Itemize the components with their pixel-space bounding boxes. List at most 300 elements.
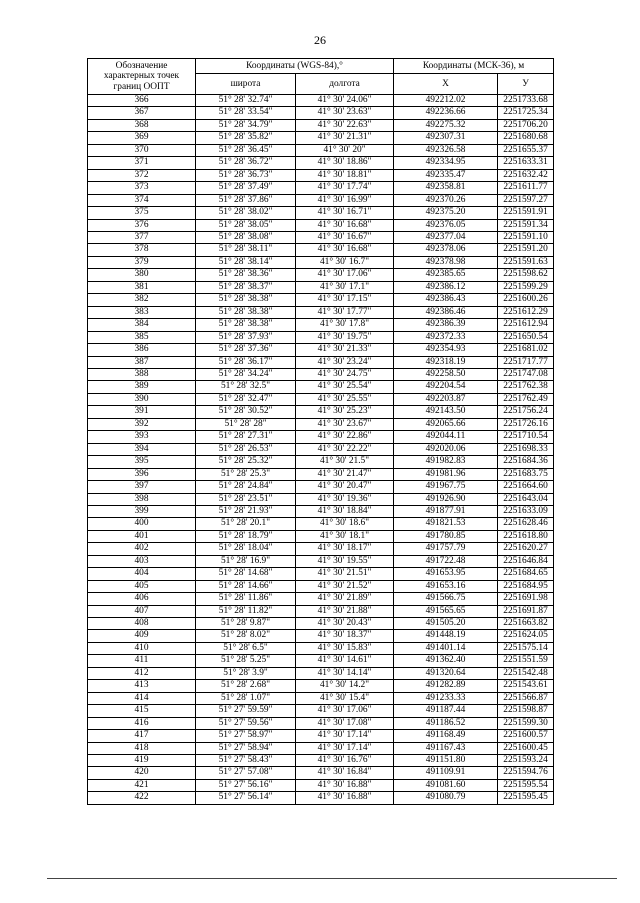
longitude-cell: 41° 30' 18.84"	[296, 505, 394, 517]
point-id-cell: 370	[88, 144, 196, 156]
longitude-cell: 41° 30' 18.81"	[296, 169, 394, 181]
table-row	[88, 144, 554, 156]
latitude-cell: 51° 28' 11.86"	[196, 593, 296, 605]
longitude-cell: 41° 30' 14.14"	[296, 667, 394, 679]
point-id-cell: 392	[88, 418, 196, 430]
table-row	[88, 194, 554, 206]
table-row	[88, 655, 554, 667]
longitude-cell: 41° 30' 18.17"	[296, 543, 394, 555]
table-row	[88, 456, 554, 468]
x-coordinate-cell: 492386.46	[394, 306, 498, 318]
latitude-cell: 51° 28' 32.47"	[196, 393, 296, 405]
longitude-cell: 41° 30' 16.68"	[296, 244, 394, 256]
x-coordinate-cell: 491109.91	[394, 767, 498, 779]
y-coordinate-cell: 2251632.42	[498, 169, 554, 181]
x-coordinate-cell: 492386.43	[394, 294, 498, 306]
point-id-cell: 367	[88, 107, 196, 119]
point-id-cell: 383	[88, 306, 196, 318]
point-id-cell: 410	[88, 642, 196, 654]
point-id-cell: 416	[88, 717, 196, 729]
longitude-cell: 41° 30' 17.74"	[296, 182, 394, 194]
longitude-cell: 41° 30' 16.67"	[296, 231, 394, 243]
y-coordinate-cell: 2251542.48	[498, 667, 554, 679]
longitude-cell: 41° 30' 21.31"	[296, 132, 394, 144]
point-id-cell: 403	[88, 555, 196, 567]
table-row	[88, 505, 554, 517]
point-id-cell: 415	[88, 705, 196, 717]
longitude-cell: 41° 30' 16.88"	[296, 792, 394, 804]
latitude-cell: 51° 28' 35.82"	[196, 132, 296, 144]
table-row	[88, 580, 554, 592]
latitude-cell: 51° 27' 58.43"	[196, 755, 296, 767]
longitude-cell: 41° 30' 18.37"	[296, 630, 394, 642]
x-coordinate-cell: 492203.87	[394, 393, 498, 405]
latitude-cell: 51° 28' 9.87"	[196, 618, 296, 630]
coordinates-table	[87, 58, 554, 805]
longitude-cell: 41° 30' 22.63"	[296, 119, 394, 131]
y-coordinate-cell: 2251543.61	[498, 680, 554, 692]
x-coordinate-cell: 492385.65	[394, 269, 498, 281]
wgs-coordinates-header: Координаты (WGS-84),°	[196, 59, 394, 74]
x-coordinate-cell: 491566.75	[394, 593, 498, 605]
table-row	[88, 356, 554, 368]
x-coordinate-cell: 491167.43	[394, 742, 498, 754]
longitude-cell: 41° 30' 19.55"	[296, 555, 394, 567]
y-coordinate-cell: 2251762.38	[498, 381, 554, 393]
table-row	[88, 331, 554, 343]
point-id-cell: 387	[88, 356, 196, 368]
point-id-cell: 386	[88, 344, 196, 356]
point-id-cell: 406	[88, 593, 196, 605]
point-id-cell: 384	[88, 319, 196, 331]
table-row	[88, 730, 554, 742]
table-row	[88, 543, 554, 555]
y-coordinate-cell: 2251611.77	[498, 182, 554, 194]
x-coordinate-cell: 492335.47	[394, 169, 498, 181]
point-id-cell: 380	[88, 269, 196, 281]
y-coordinate-cell: 2251591.63	[498, 256, 554, 268]
point-id-cell: 411	[88, 655, 196, 667]
latitude-cell: 51° 28' 36.45"	[196, 144, 296, 156]
latitude-cell: 51° 28' 30.52"	[196, 406, 296, 418]
x-coordinate-cell: 492258.50	[394, 368, 498, 380]
table-row	[88, 418, 554, 430]
x-header: X	[394, 74, 498, 95]
latitude-cell: 51° 28' 11.82"	[196, 605, 296, 617]
y-coordinate-cell: 2251633.31	[498, 157, 554, 169]
point-id-cell: 407	[88, 605, 196, 617]
point-id-cell: 389	[88, 381, 196, 393]
y-coordinate-cell: 2251691.98	[498, 593, 554, 605]
point-id-cell: 404	[88, 568, 196, 580]
x-coordinate-cell: 491187.44	[394, 705, 498, 717]
point-id-cell: 388	[88, 368, 196, 380]
point-id-cell: 417	[88, 730, 196, 742]
latitude-cell: 51° 28' 36.73"	[196, 169, 296, 181]
longitude-cell: 41° 30' 23.63"	[296, 107, 394, 119]
latitude-cell: 51° 28' 38.14"	[196, 256, 296, 268]
y-coordinate-cell: 2251650.54	[498, 331, 554, 343]
y-coordinate-cell: 2251595.54	[498, 779, 554, 791]
x-coordinate-cell: 492212.02	[394, 95, 498, 107]
x-coordinate-cell: 491981.96	[394, 468, 498, 480]
y-coordinate-cell: 2251725.34	[498, 107, 554, 119]
point-id-cell: 379	[88, 256, 196, 268]
latitude-cell: 51° 28' 8.02"	[196, 630, 296, 642]
y-coordinate-cell: 2251710.54	[498, 431, 554, 443]
point-id-cell: 369	[88, 132, 196, 144]
latitude-cell: 51° 27' 58.97"	[196, 730, 296, 742]
x-coordinate-cell: 492377.04	[394, 231, 498, 243]
point-id-cell: 413	[88, 680, 196, 692]
latitude-cell: 51° 28' 5.25"	[196, 655, 296, 667]
point-id-cell: 418	[88, 742, 196, 754]
x-coordinate-cell: 491653.95	[394, 568, 498, 580]
point-id-cell: 368	[88, 119, 196, 131]
x-coordinate-cell: 492236.66	[394, 107, 498, 119]
longitude-cell: 41° 30' 18.6"	[296, 518, 394, 530]
longitude-cell: 41° 30' 23.67"	[296, 418, 394, 430]
y-coordinate-cell: 2251597.27	[498, 194, 554, 206]
table-row	[88, 95, 554, 107]
latitude-cell: 51° 28' 6.5"	[196, 642, 296, 654]
longitude-cell: 41° 30' 18.86"	[296, 157, 394, 169]
x-coordinate-cell: 491080.79	[394, 792, 498, 804]
x-coordinate-cell: 491505.20	[394, 618, 498, 630]
table-row	[88, 306, 554, 318]
longitude-cell: 41° 30' 16.7"	[296, 256, 394, 268]
table-row	[88, 742, 554, 754]
longitude-cell: 41° 30' 21.5"	[296, 456, 394, 468]
latitude-cell: 51° 28' 38.38"	[196, 319, 296, 331]
y-coordinate-cell: 2251612.94	[498, 319, 554, 331]
x-coordinate-cell: 492020.06	[394, 443, 498, 455]
x-coordinate-cell: 491565.65	[394, 605, 498, 617]
latitude-cell: 51° 28' 38.02"	[196, 207, 296, 219]
y-coordinate-cell: 2251684.65	[498, 568, 554, 580]
latitude-cell: 51° 28' 18.04"	[196, 543, 296, 555]
longitude-cell: 41° 30' 20.43"	[296, 618, 394, 630]
table-row	[88, 319, 554, 331]
y-coordinate-cell: 2251747.08	[498, 368, 554, 380]
table-row	[88, 443, 554, 455]
point-id-cell: 408	[88, 618, 196, 630]
table-row	[88, 468, 554, 480]
y-coordinate-cell: 2251612.29	[498, 306, 554, 318]
point-id-cell: 395	[88, 456, 196, 468]
longitude-header: долгота	[296, 74, 394, 95]
x-coordinate-cell: 491151.80	[394, 755, 498, 767]
x-coordinate-cell: 492378.06	[394, 244, 498, 256]
longitude-cell: 41° 30' 25.55"	[296, 393, 394, 405]
latitude-cell: 51° 28' 24.84"	[196, 481, 296, 493]
x-coordinate-cell: 492318.19	[394, 356, 498, 368]
latitude-cell: 51° 28' 36.72"	[196, 157, 296, 169]
point-id-cell: 390	[88, 393, 196, 405]
x-coordinate-cell: 492354.93	[394, 344, 498, 356]
point-id-cell: 399	[88, 505, 196, 517]
y-coordinate-cell: 2251598.87	[498, 705, 554, 717]
x-coordinate-cell: 492378.98	[394, 256, 498, 268]
longitude-cell: 41° 30' 17.14"	[296, 742, 394, 754]
table-row	[88, 107, 554, 119]
table-row	[88, 680, 554, 692]
longitude-cell: 41° 30' 20"	[296, 144, 394, 156]
table-header	[88, 59, 554, 95]
longitude-cell: 41° 30' 16.76"	[296, 755, 394, 767]
table-row	[88, 717, 554, 729]
longitude-cell: 41° 30' 21.47"	[296, 468, 394, 480]
point-id-cell: 401	[88, 530, 196, 542]
point-id-cell: 398	[88, 493, 196, 505]
x-coordinate-cell: 492204.54	[394, 381, 498, 393]
longitude-cell: 41° 30' 17.15"	[296, 294, 394, 306]
x-coordinate-cell: 492307.31	[394, 132, 498, 144]
latitude-cell: 51° 28' 34.24"	[196, 368, 296, 380]
y-coordinate-cell: 2251664.60	[498, 481, 554, 493]
latitude-cell: 51° 28' 21.93"	[196, 505, 296, 517]
table-row	[88, 157, 554, 169]
x-coordinate-cell: 491233.33	[394, 692, 498, 704]
y-coordinate-cell: 2251706.20	[498, 119, 554, 131]
y-coordinate-cell: 2251575.14	[498, 642, 554, 654]
table-row	[88, 207, 554, 219]
longitude-cell: 41° 30' 17.1"	[296, 281, 394, 293]
point-id-cell: 381	[88, 281, 196, 293]
table-row	[88, 344, 554, 356]
table-row	[88, 518, 554, 530]
longitude-cell: 41° 30' 21.89"	[296, 593, 394, 605]
x-coordinate-cell: 492326.58	[394, 144, 498, 156]
longitude-cell: 41° 30' 17.8"	[296, 319, 394, 331]
longitude-cell: 41° 30' 16.99"	[296, 194, 394, 206]
point-id-cell: 382	[88, 294, 196, 306]
point-id-cell: 414	[88, 692, 196, 704]
longitude-cell: 41° 30' 22.86"	[296, 431, 394, 443]
longitude-cell: 41° 30' 16.68"	[296, 219, 394, 231]
latitude-cell: 51° 27' 57.08"	[196, 767, 296, 779]
latitude-cell: 51° 28' 2.68"	[196, 680, 296, 692]
x-coordinate-cell: 492370.26	[394, 194, 498, 206]
latitude-cell: 51° 28' 37.86"	[196, 194, 296, 206]
point-id-cell: 393	[88, 431, 196, 443]
latitude-cell: 51° 27' 59.59"	[196, 705, 296, 717]
y-coordinate-cell: 2251681.02	[498, 344, 554, 356]
table-row	[88, 182, 554, 194]
point-id-cell: 397	[88, 481, 196, 493]
y-coordinate-cell: 2251756.24	[498, 406, 554, 418]
latitude-cell: 51° 28' 1.07"	[196, 692, 296, 704]
point-id-cell: 421	[88, 779, 196, 791]
table-row	[88, 493, 554, 505]
point-id-cell: 402	[88, 543, 196, 555]
latitude-cell: 51° 28' 37.93"	[196, 331, 296, 343]
y-coordinate-cell: 2251698.33	[498, 443, 554, 455]
longitude-cell: 41° 30' 18.1"	[296, 530, 394, 542]
x-coordinate-cell: 492065.66	[394, 418, 498, 430]
longitude-cell: 41° 30' 20.47"	[296, 481, 394, 493]
y-coordinate-cell: 2251628.46	[498, 518, 554, 530]
y-coordinate-cell: 2251600.26	[498, 294, 554, 306]
table-body	[88, 95, 554, 805]
y-header: У	[498, 74, 554, 95]
y-coordinate-cell: 2251599.29	[498, 281, 554, 293]
point-id-cell: 409	[88, 630, 196, 642]
x-coordinate-cell: 491757.79	[394, 543, 498, 555]
point-id-cell: 371	[88, 157, 196, 169]
longitude-cell: 41° 30' 16.84"	[296, 767, 394, 779]
y-coordinate-cell: 2251633.09	[498, 505, 554, 517]
latitude-cell: 51° 28' 38.37"	[196, 281, 296, 293]
x-coordinate-cell: 492386.12	[394, 281, 498, 293]
table-row	[88, 555, 554, 567]
point-id-cell: 391	[88, 406, 196, 418]
table-row	[88, 169, 554, 181]
longitude-cell: 41° 30' 15.4"	[296, 692, 394, 704]
point-id-cell: 374	[88, 194, 196, 206]
bottom-rule	[47, 878, 617, 879]
latitude-cell: 51° 28' 27.31"	[196, 431, 296, 443]
point-id-cell: 376	[88, 219, 196, 231]
x-coordinate-cell: 491926.90	[394, 493, 498, 505]
longitude-cell: 41° 30' 21.52"	[296, 580, 394, 592]
longitude-cell: 41° 30' 25.54"	[296, 381, 394, 393]
y-coordinate-cell: 2251591.10	[498, 231, 554, 243]
point-id-cell: 412	[88, 667, 196, 679]
longitude-cell: 41° 30' 19.75"	[296, 331, 394, 343]
table-row	[88, 755, 554, 767]
latitude-cell: 51° 27' 58.94"	[196, 742, 296, 754]
table-row	[88, 605, 554, 617]
y-coordinate-cell: 2251591.20	[498, 244, 554, 256]
x-coordinate-cell: 491448.19	[394, 630, 498, 642]
point-id-cell: 372	[88, 169, 196, 181]
table-row	[88, 530, 554, 542]
table-row	[88, 132, 554, 144]
latitude-cell: 51° 28' 14.68"	[196, 568, 296, 580]
table-row	[88, 219, 554, 231]
y-coordinate-cell: 2251600.45	[498, 742, 554, 754]
x-coordinate-cell: 491186.52	[394, 717, 498, 729]
y-coordinate-cell: 2251726.16	[498, 418, 554, 430]
table-row	[88, 269, 554, 281]
y-coordinate-cell: 2251663.82	[498, 618, 554, 630]
point-id-cell: 377	[88, 231, 196, 243]
longitude-cell: 41° 30' 24.06"	[296, 95, 394, 107]
y-coordinate-cell: 2251566.87	[498, 692, 554, 704]
y-coordinate-cell: 2251684.36	[498, 456, 554, 468]
table-row	[88, 692, 554, 704]
y-coordinate-cell: 2251684.95	[498, 580, 554, 592]
point-id-cell: 373	[88, 182, 196, 194]
x-coordinate-cell: 491401.14	[394, 642, 498, 654]
x-coordinate-cell: 491282.89	[394, 680, 498, 692]
latitude-cell: 51° 28' 32.74"	[196, 95, 296, 107]
latitude-cell: 51° 28' 28"	[196, 418, 296, 430]
point-id-cell: 378	[88, 244, 196, 256]
longitude-cell: 41° 30' 19.36"	[296, 493, 394, 505]
table-row	[88, 568, 554, 580]
longitude-cell: 41° 30' 21.33"	[296, 344, 394, 356]
x-coordinate-cell: 491081.60	[394, 779, 498, 791]
table-row	[88, 667, 554, 679]
x-coordinate-cell: 491362.40	[394, 655, 498, 667]
table-row	[88, 231, 554, 243]
table-row	[88, 642, 554, 654]
x-coordinate-cell: 491168.49	[394, 730, 498, 742]
longitude-cell: 41° 30' 24.75"	[296, 368, 394, 380]
longitude-cell: 41° 30' 17.77"	[296, 306, 394, 318]
longitude-cell: 41° 30' 17.06"	[296, 269, 394, 281]
longitude-cell: 41° 30' 16.88"	[296, 779, 394, 791]
designation-header: Обозначение характерных точек границ ООПТ	[88, 59, 196, 95]
x-coordinate-cell: 492275.32	[394, 119, 498, 131]
latitude-cell: 51° 28' 38.05"	[196, 219, 296, 231]
table-row	[88, 256, 554, 268]
x-coordinate-cell: 492386.39	[394, 319, 498, 331]
x-coordinate-cell: 492358.81	[394, 182, 498, 194]
longitude-cell: 41° 30' 23.24"	[296, 356, 394, 368]
y-coordinate-cell: 2251683.75	[498, 468, 554, 480]
y-coordinate-cell: 2251680.68	[498, 132, 554, 144]
latitude-cell: 51° 28' 38.08"	[196, 231, 296, 243]
y-coordinate-cell: 2251595.45	[498, 792, 554, 804]
longitude-cell: 41° 30' 21.51"	[296, 568, 394, 580]
y-coordinate-cell: 2251591.34	[498, 219, 554, 231]
longitude-cell: 41° 30' 17.06"	[296, 705, 394, 717]
y-coordinate-cell: 2251594.76	[498, 767, 554, 779]
table-row	[88, 779, 554, 791]
table-row	[88, 281, 554, 293]
longitude-cell: 41° 30' 22.22"	[296, 443, 394, 455]
longitude-cell: 41° 30' 15.83"	[296, 642, 394, 654]
longitude-cell: 41° 30' 14.61"	[296, 655, 394, 667]
latitude-cell: 51° 28' 20.1"	[196, 518, 296, 530]
x-coordinate-cell: 491780.85	[394, 530, 498, 542]
x-coordinate-cell: 492375.20	[394, 207, 498, 219]
longitude-cell: 41° 30' 17.08"	[296, 717, 394, 729]
longitude-cell: 41° 30' 25.23"	[296, 406, 394, 418]
x-coordinate-cell: 492143.50	[394, 406, 498, 418]
latitude-cell: 51° 28' 3.9"	[196, 667, 296, 679]
latitude-cell: 51° 28' 16.9"	[196, 555, 296, 567]
latitude-cell: 51° 28' 38.36"	[196, 269, 296, 281]
point-id-cell: 396	[88, 468, 196, 480]
table-row	[88, 119, 554, 131]
y-coordinate-cell: 2251599.30	[498, 717, 554, 729]
y-coordinate-cell: 2251618.80	[498, 530, 554, 542]
table-row	[88, 593, 554, 605]
y-coordinate-cell: 2251600.57	[498, 730, 554, 742]
x-coordinate-cell: 492334.95	[394, 157, 498, 169]
point-id-cell: 366	[88, 95, 196, 107]
y-coordinate-cell: 2251551.59	[498, 655, 554, 667]
x-coordinate-cell: 491967.75	[394, 481, 498, 493]
x-coordinate-cell: 491722.48	[394, 555, 498, 567]
latitude-cell: 51° 28' 18.79"	[196, 530, 296, 542]
y-coordinate-cell: 2251593.24	[498, 755, 554, 767]
table-row	[88, 294, 554, 306]
y-coordinate-cell: 2251655.37	[498, 144, 554, 156]
latitude-cell: 51° 28' 38.11"	[196, 244, 296, 256]
table-row	[88, 792, 554, 804]
y-coordinate-cell: 2251762.49	[498, 393, 554, 405]
y-coordinate-cell: 2251598.62	[498, 269, 554, 281]
longitude-cell: 41° 30' 14.2"	[296, 680, 394, 692]
y-coordinate-cell: 2251591.91	[498, 207, 554, 219]
y-coordinate-cell: 2251717.77	[498, 356, 554, 368]
latitude-cell: 51° 28' 23.51"	[196, 493, 296, 505]
